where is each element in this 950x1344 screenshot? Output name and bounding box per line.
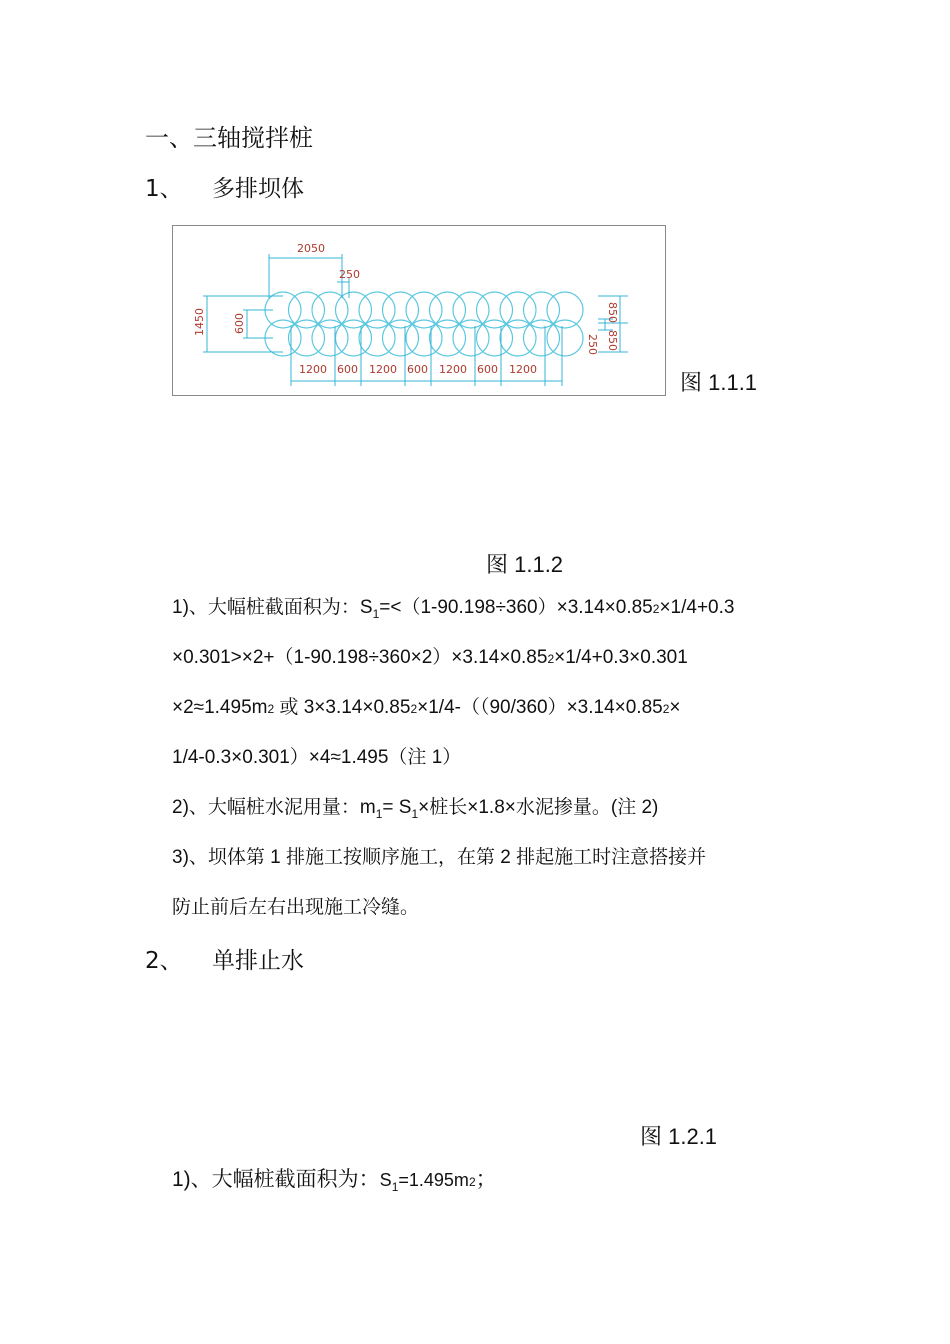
dim-2050: 2050 bbox=[297, 242, 325, 255]
pile-layout-drawing bbox=[173, 226, 665, 395]
pile-circle bbox=[477, 320, 513, 356]
item-1-line-4: 1/4-0.3×0.301）×4≈1.495（注 1） bbox=[172, 747, 462, 768]
figure-1-2-1-caption: 图 1.2.1 bbox=[640, 1124, 718, 1149]
section-2-title: 单排止水 bbox=[212, 948, 304, 974]
item-2: 2)、大幅桩水泥用量：$m_1= S_1\times$桩长×1.8×水泥掺量。(注 2) bbox=[172, 797, 659, 821]
dim-bottom-2: 1200 bbox=[369, 363, 397, 376]
pile-circle bbox=[453, 320, 489, 356]
pile-circle bbox=[500, 320, 536, 356]
pile-circle bbox=[524, 320, 560, 356]
pile-circle bbox=[336, 292, 372, 328]
pile-circle bbox=[430, 292, 466, 328]
dim-250-right: 250 bbox=[586, 334, 599, 355]
pile-circle bbox=[312, 320, 348, 356]
section-2-item-1: 1)、大幅桩截面积为：$S_1=1.495m2$； bbox=[172, 1168, 497, 1194]
pile-circle bbox=[477, 292, 513, 328]
pile-circle bbox=[547, 320, 583, 356]
item-1-line-1: 1)、大幅桩截面积为：$S_1=<(1-90.198\div 360)\times 3.14\times 0.852\times 1/4+0.3$ bbox=[172, 597, 735, 621]
item-1-line-2: ×0.301>×2+（1-90.198÷360×2）×3.14×0.852×1/4+0.3×0.301 bbox=[172, 647, 688, 668]
pile-circle bbox=[383, 320, 419, 356]
section-1-title: 多排坝体 bbox=[212, 176, 304, 202]
item-3-line-2: 防止前后左右出现施工冷缝。 bbox=[172, 897, 420, 918]
dim-bottom-4: 1200 bbox=[439, 363, 467, 376]
dim-bottom-6: 1200 bbox=[509, 363, 537, 376]
pile-circle bbox=[406, 292, 442, 328]
pile-circle bbox=[336, 320, 372, 356]
pile-circle bbox=[406, 320, 442, 356]
dim-850-bottom: 850 bbox=[606, 330, 619, 351]
dim-bottom-5: 600 bbox=[477, 363, 498, 376]
pile-circle bbox=[453, 292, 489, 328]
section-2-heading bbox=[145, 942, 445, 972]
pile-circle bbox=[359, 320, 395, 356]
dim-850-top: 850 bbox=[606, 302, 619, 323]
figure-1-1-1 bbox=[172, 225, 666, 396]
dim-bottom-0: 1200 bbox=[299, 363, 327, 376]
dim-bottom-3: 600 bbox=[407, 363, 428, 376]
pile-circle bbox=[500, 292, 536, 328]
pile-circle bbox=[289, 292, 325, 328]
dim-250-top: 250 bbox=[339, 268, 360, 281]
pile-circle bbox=[524, 292, 560, 328]
item-3-line-1: 3)、坝体第 1 排施工按顺序施工，在第 2 排起施工时注意搭接并 bbox=[172, 847, 707, 868]
pile-circle bbox=[312, 292, 348, 328]
dim-1450: 1450 bbox=[193, 308, 206, 336]
pile-circle bbox=[359, 292, 395, 328]
pile-circle bbox=[383, 292, 419, 328]
figure-1-1-1-caption: 图 1.1.1 bbox=[680, 370, 758, 395]
pile-circle bbox=[289, 320, 325, 356]
section-2-number: 2、 bbox=[145, 948, 183, 974]
pile-circle bbox=[547, 292, 583, 328]
item-1-line-3: ×2≈1.495m2 或 3×3.14×0.852×1/4-（（90/360）×3.14×0.852× bbox=[172, 697, 681, 718]
pile-circle bbox=[430, 320, 466, 356]
section-1-heading bbox=[145, 170, 445, 200]
dim-600-left: 600 bbox=[233, 313, 246, 334]
figure-1-1-2-caption: 图 1.1.2 bbox=[486, 552, 564, 577]
page-heading: 一、三轴搅拌桩 bbox=[145, 124, 313, 152]
dim-bottom-1: 600 bbox=[337, 363, 358, 376]
section-1-number: 1、 bbox=[145, 176, 183, 202]
